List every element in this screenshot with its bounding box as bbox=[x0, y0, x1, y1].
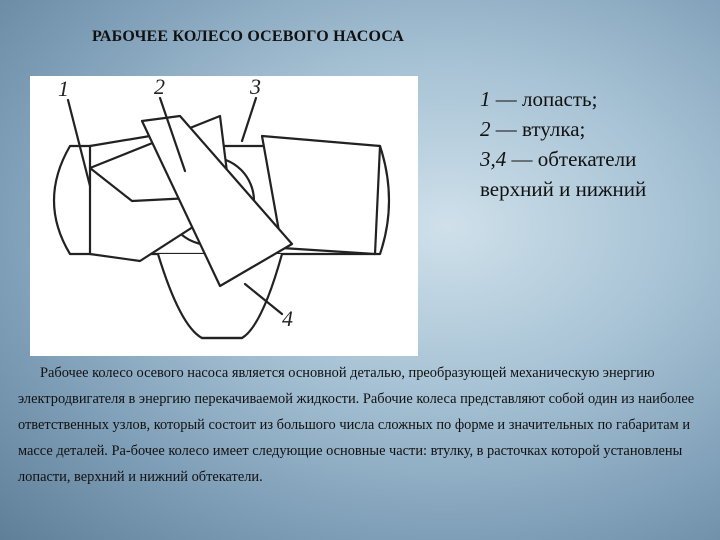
callout-3: 3 bbox=[250, 76, 261, 99]
figure-legend bbox=[480, 84, 646, 204]
impeller-drawing bbox=[30, 76, 418, 356]
callout-4: 4 bbox=[282, 306, 293, 331]
legend-item: 1 — лопасть; bbox=[480, 87, 598, 111]
slide-title: РАБОЧЕЕ КОЛЕСО ОСЕВОГО НАСОСА bbox=[92, 28, 405, 45]
description-paragraph: Рабочее колесо осевого насоса является основной деталью, преобразующей механическую энергию электродвигателя в энергию перекачиваемой жидкости. Рабочие колеса представляют собой один из наиболее ответственных узлов, который состоит из большого числа сложных по форме и значительных по габаритам и массе деталей. Ра-бочее колесо имеет следующие основные части: втулку, в расточках которой установлены лопасти, верхний и нижний обтекатели. bbox=[18, 365, 695, 485]
legend-item: 3,4 — обтекатели bbox=[480, 147, 637, 171]
callout-1: 1 bbox=[58, 76, 69, 101]
legend-item: 2 — втулка; bbox=[480, 117, 586, 141]
legend-item: верхний и нижний bbox=[480, 177, 647, 201]
callout-2: 2 bbox=[154, 76, 165, 99]
description-text bbox=[18, 360, 708, 490]
